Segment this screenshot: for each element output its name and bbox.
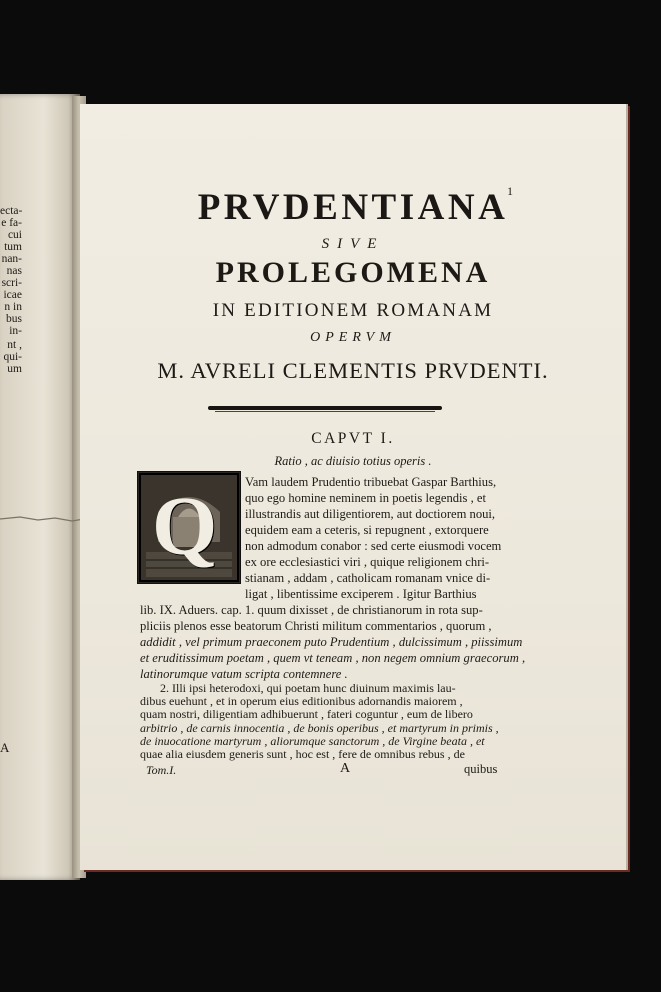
text-line: Vam laudem Prudentio tribuebat Gaspar Barthius, [245,475,497,489]
ornamental-rule [208,406,442,410]
subtitle: PROLEGOMENA [215,256,491,289]
left-page-text: qui- [3,351,22,363]
left-page-signature: A [0,740,10,755]
author-name: M. AVRELI CLEMENTIS PRVDENTI. [157,358,549,383]
decorated-initial [137,471,241,584]
text-line: non admodum conabor : sed certe eiusmodi vocem [245,539,502,553]
text-line: stianam , addam , catholicam romanam vnice di- [245,571,491,585]
left-page-text: icae [3,289,22,301]
text-line: pliciis plenos esse beatorum Christi militum commentarios , quorum , [140,619,492,633]
left-page-text: um [7,363,22,375]
left-page-text: scri- [1,277,22,289]
left-page-text: e fa- [1,217,22,229]
main-title: PRVDENTIANA [197,187,509,228]
text-line: et eruditissimum poetam , quem vt teneam , non negem omnium graecorum , [140,651,526,665]
text-line: lib. IX. Aduers. cap. 1. quum dixisset , de christianorum in rota sup- [140,603,483,617]
left-page-text: cui [7,229,22,241]
left-page-text: nan- [1,253,22,265]
title-conjunction: SIVE [321,236,385,252]
text-line: dibus euehunt , et in operum eius editionibus adornandis maiorem , [140,694,463,709]
title-edition: IN EDITIONEM ROMANAM [212,300,494,321]
text-line: arbitrio , de carnis innocentia , de bonis operibus , et martyrum in primis , [140,720,499,735]
left-page-text: nas [6,265,22,277]
chapter-heading: CAPVT I. [311,430,395,447]
ornamental-rule-thin [215,411,435,412]
volume-mark: Tom.I. [146,763,177,778]
page-corner-mark: 1 [507,184,513,198]
text-line: equidem eam a ceteris, si repugnent , extorquere [245,523,489,537]
left-page-text: nt , [7,339,22,351]
chapter-subtitle: Ratio , ac diuisio totius operis . [274,454,432,468]
text-line: ex ore ecclesiastici viri , quique religionem chri- [245,555,490,569]
text-line: de inuocatione martyrum , aliorumque sanctorum , de Virgine beata , et [140,733,485,748]
left-page-text: n in [4,301,22,313]
left-page-text: in- [9,325,22,337]
left-page [0,94,80,880]
left-page-text: ecta- [0,205,23,217]
text-line: latinorumque vatum scripta contemnere . [140,667,348,681]
text-line: quo ego homine neminem in poetis legendis , et [245,491,486,505]
text-line: illustrandis aut diligentiorem, aut doctiorem noui, [245,507,496,521]
catchword: quibus [464,762,498,776]
text-line: addidit , vel primum praeconem puto Prudentium , dulcissimum , piissimum [140,635,523,649]
left-page-text: bus [6,313,22,325]
left-page-text: tum [4,241,22,253]
signature-mark: A [340,761,351,777]
text-line: 2. Illi ipsi heterodoxi, qui poetam hunc diuinum maximis lau- [160,681,456,695]
initial-letter: Q [152,480,218,573]
text-line: quam nostri, diligentiam adhibuerunt , fateri coguntur , eum de libero [140,707,473,722]
text-line: ligat , libentissime exciperem . Igitur Barthius [245,587,477,601]
title-operum: OPERVM [310,330,396,345]
text-line: quae alia eiusdem generis sunt , hoc est , fere de omnibus rebus , de [140,747,465,761]
